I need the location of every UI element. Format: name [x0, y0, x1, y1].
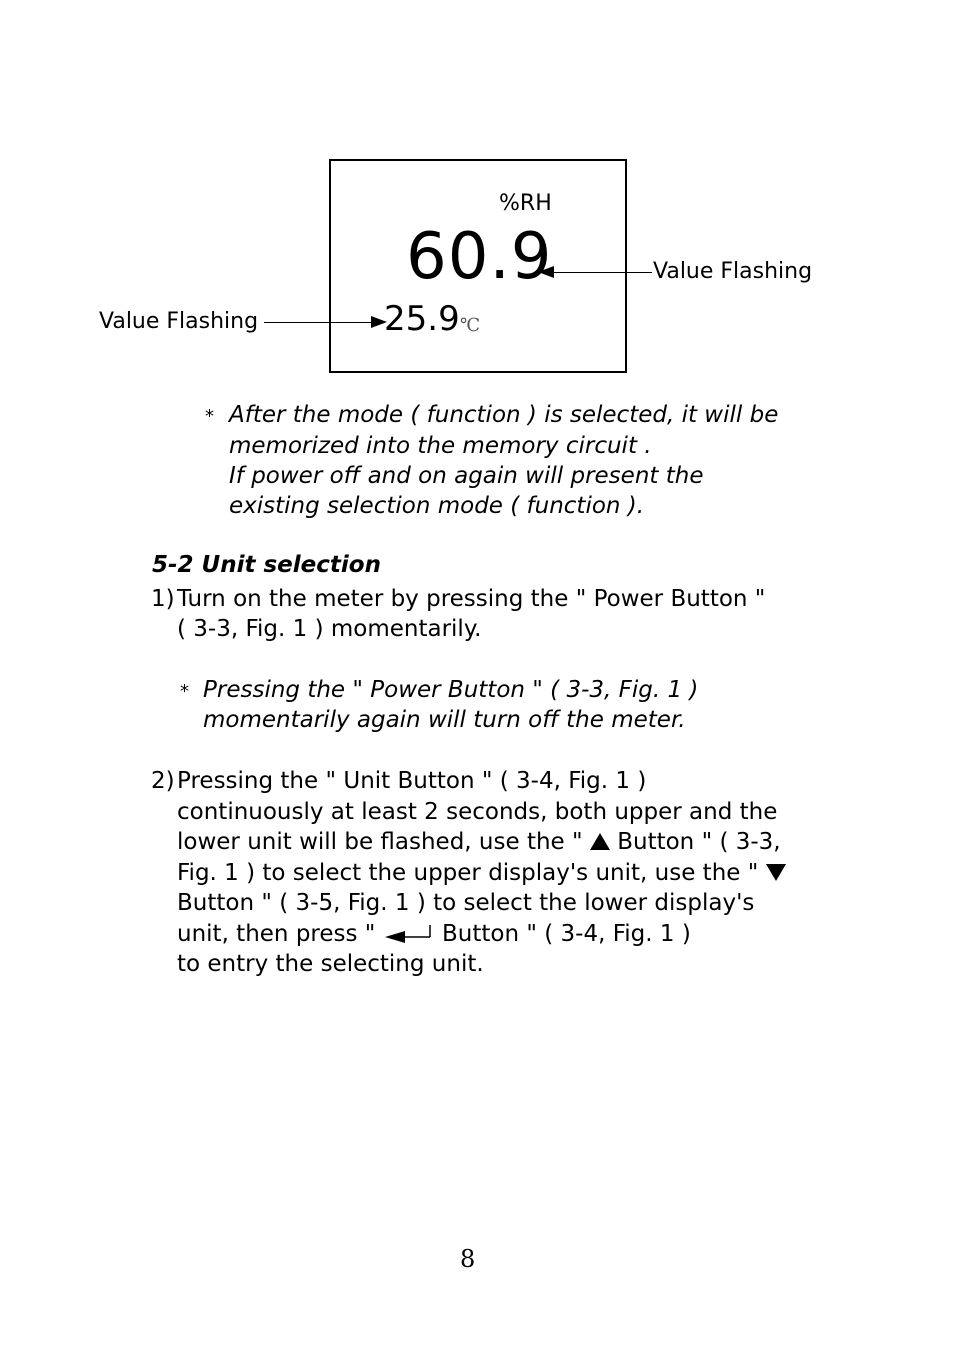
page-number: 8 — [460, 1245, 476, 1273]
note-bullet: * — [205, 406, 214, 427]
step-line — [177, 858, 786, 889]
step-line — [177, 919, 691, 950]
arrow-left-icon — [538, 266, 554, 278]
section-heading: 5-2 Unit selection — [152, 552, 381, 578]
note-line: If power off and on again will present the — [229, 463, 704, 489]
up-triangle-icon — [590, 833, 610, 850]
callout-line-left — [264, 322, 372, 323]
note-line: momentarily again will turn off the meter. — [203, 707, 686, 733]
note-line: existing selection mode ( function ). — [229, 493, 645, 519]
step-text: Button " ( 3-3, — [617, 829, 781, 855]
step-line: Button " ( 3-5, Fig. 1 ) to select the lower display's — [177, 890, 755, 916]
step-line: to entry the selecting unit. — [177, 951, 484, 977]
step-line — [177, 827, 781, 858]
step-text: unit, then press " — [177, 921, 376, 947]
step-line: Turn on the meter by pressing the " Power Button " — [177, 586, 766, 612]
lower-unit-label: ℃ — [460, 315, 481, 336]
step-number: 2) — [151, 768, 175, 794]
step-line: ( 3-3, Fig. 1 ) momentarily. — [177, 616, 482, 642]
upper-unit-label: %RH — [499, 191, 552, 216]
upper-value: 60.9 — [406, 220, 553, 294]
callout-left: Value Flashing — [99, 309, 259, 334]
step-text: lower unit will be flashed, use the " — [177, 829, 583, 855]
down-triangle-icon — [766, 864, 786, 881]
note-line: After the mode ( function ) is selected, it will be — [229, 402, 779, 428]
step-number: 1) — [151, 586, 175, 612]
step-text: Fig. 1 ) to select the upper display's unit, use the " — [177, 860, 759, 886]
note-bullet: * — [180, 681, 189, 702]
lower-value: 25.9 — [384, 299, 460, 339]
note-line: memorized into the memory circuit . — [229, 433, 652, 459]
step-line: continuously at least 2 seconds, both upper and the — [177, 799, 778, 825]
callout-line-right — [554, 272, 652, 273]
callout-right: Value Flashing — [653, 259, 813, 284]
note-line: Pressing the " Power Button " ( 3-3, Fig. 1 ) — [203, 677, 699, 703]
step-text: Button " ( 3-4, Fig. 1 ) — [442, 921, 691, 947]
enter-arrow-icon — [383, 923, 435, 943]
step-line: Pressing the " Unit Button " ( 3-4, Fig. 1 ) — [177, 768, 647, 794]
